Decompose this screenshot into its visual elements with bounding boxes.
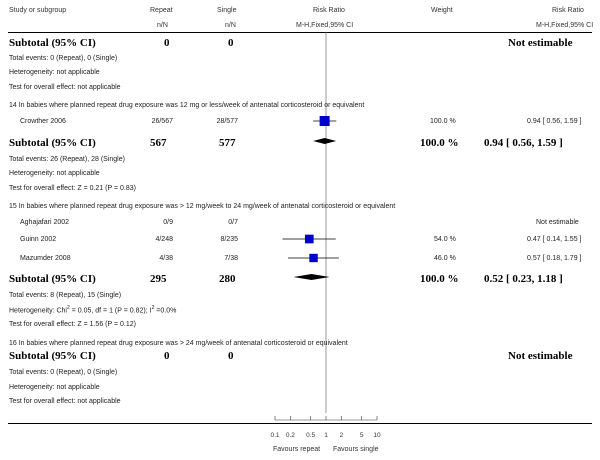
study-single: 28/577: [216, 118, 238, 125]
study-name: Aghajafari 2002: [20, 219, 70, 226]
subtotal-repeat: 0: [164, 37, 170, 49]
study-weight: 46.0 %: [434, 255, 456, 262]
study-box: [309, 254, 317, 262]
header-risk-ratio-right: Risk Ratio: [552, 7, 584, 14]
header-study: Study or subgroup: [9, 7, 67, 14]
header-single: Single: [217, 7, 237, 14]
x-tick-label: 2: [339, 432, 344, 439]
x-tick-label: 0.2: [285, 432, 295, 439]
heterogeneity: Heterogeneity: not applicable: [9, 384, 100, 391]
study-repeat: 4/38: [159, 255, 173, 262]
subtotal-ci: 0.94 [ 0.56, 1.59 ]: [484, 137, 563, 149]
study-ci: Not estimable: [536, 219, 579, 226]
study-name: Mazumder 2008: [20, 255, 71, 262]
overall-effect: Test for overall effect: not applicable: [9, 84, 121, 91]
study-single: 0/7: [228, 219, 238, 226]
subtotal-repeat: 295: [150, 273, 167, 285]
study-repeat: 26/567: [151, 118, 173, 125]
study-weight: 54.0 %: [434, 236, 456, 243]
heterogeneity: Heterogeneity: not applicable: [9, 170, 100, 177]
study-ci: 0.94 [ 0.56, 1.59 ]: [527, 118, 582, 125]
overall-effect: Test for overall effect: Z = 0.21 (P = 0.83): [9, 185, 136, 192]
study-single: 7/38: [224, 255, 238, 262]
subtotal-single: 0: [228, 350, 234, 362]
favours-repeat-label: Favours repeat: [273, 446, 321, 453]
subtotal-diamond: [313, 138, 336, 144]
study-name: Crowther 2006: [20, 118, 66, 125]
header-repeat-nN: n/N: [157, 22, 168, 29]
subtotal-ci: Not estimable: [508, 350, 573, 362]
study-ci: 0.47 [ 0.14, 1.55 ]: [527, 236, 582, 243]
header-method: M-H,Fixed,95% CI: [296, 22, 354, 29]
overall-effect: Test for overall effect: Z = 1.56 (P = 0.12): [9, 321, 136, 328]
study-box: [305, 235, 314, 244]
x-tick-label: 10: [373, 432, 381, 439]
x-tick-label: 0.5: [306, 432, 316, 439]
subtotal-repeat: 0: [164, 350, 170, 362]
subtotal-weight: 100.0 %: [420, 137, 459, 149]
total-events: Total events: 0 (Repeat), 0 (Single): [9, 369, 118, 376]
study-repeat: 0/9: [163, 219, 173, 226]
subtotal-ci: 0.52 [ 0.23, 1.18 ]: [484, 273, 563, 285]
subgroup-title: 14 In babies where planned repeat drug exposure was 12 mg or less/week of antenatal corticosteroid or equivalent: [9, 102, 365, 109]
x-tick-label: 0.1: [270, 432, 280, 439]
subgroup-title: 16 In babies where planned repeat drug exposure was > 24 mg/week of antenatal corticosteroid or equivalent: [9, 340, 348, 347]
heterogeneity: Heterogeneity: not applicable: [9, 69, 100, 76]
header-single-nN: n/N: [225, 22, 236, 29]
subtotal-diamond: [293, 274, 329, 280]
subtotal-repeat: 567: [150, 137, 167, 149]
header-weight: Weight: [431, 7, 453, 14]
overall-effect: Test for overall effect: not applicable: [9, 398, 121, 405]
subtotal-weight: 100.0 %: [420, 273, 459, 285]
header-risk-ratio: Risk Ratio: [313, 7, 345, 14]
header-repeat: Repeat: [150, 7, 173, 14]
study-single: 8/235: [220, 236, 238, 243]
subgroup-title: 15 In babies where planned repeat drug exposure was > 12 mg/week to 24 mg/week of antenatal corticosteroid or equivalent: [9, 203, 396, 210]
x-tick-label: 1: [324, 432, 328, 439]
heterogeneity: Heterogeneity: Chi$^2$ = 0.05, df = 1 (P = 0.82); $I^2 =0.0\%$: [9, 305, 177, 315]
subtotal-label: Subtotal (95% CI): [9, 37, 96, 49]
subtotal-single: 280: [219, 273, 236, 285]
total-events: Total events: 8 (Repeat), 15 (Single): [9, 292, 122, 299]
x-tick-label: 5: [359, 432, 364, 439]
total-events: Total events: 0 (Repeat), 0 (Single): [9, 55, 118, 62]
subtotal-ci: Not estimable: [508, 37, 573, 49]
subtotal-label: Subtotal (95% CI): [9, 350, 96, 362]
study-name: Guinn 2002: [20, 236, 57, 243]
subtotal-single: 577: [219, 137, 236, 149]
subtotal-single: 0: [228, 37, 234, 49]
study-ci: 0.57 [ 0.18, 1.79 ]: [527, 255, 582, 262]
study-box: [320, 116, 330, 126]
subtotal-label: Subtotal (95% CI): [9, 273, 96, 285]
study-weight: 100.0 %: [430, 118, 456, 125]
study-repeat: 4/248: [155, 236, 173, 243]
total-events: Total events: 26 (Repeat), 28 (Single): [9, 156, 125, 163]
header-method-right: M-H,Fixed,95% CI: [536, 22, 594, 29]
favours-single-label: Favours single: [333, 446, 379, 453]
subtotal-label: Subtotal (95% CI): [9, 137, 96, 149]
